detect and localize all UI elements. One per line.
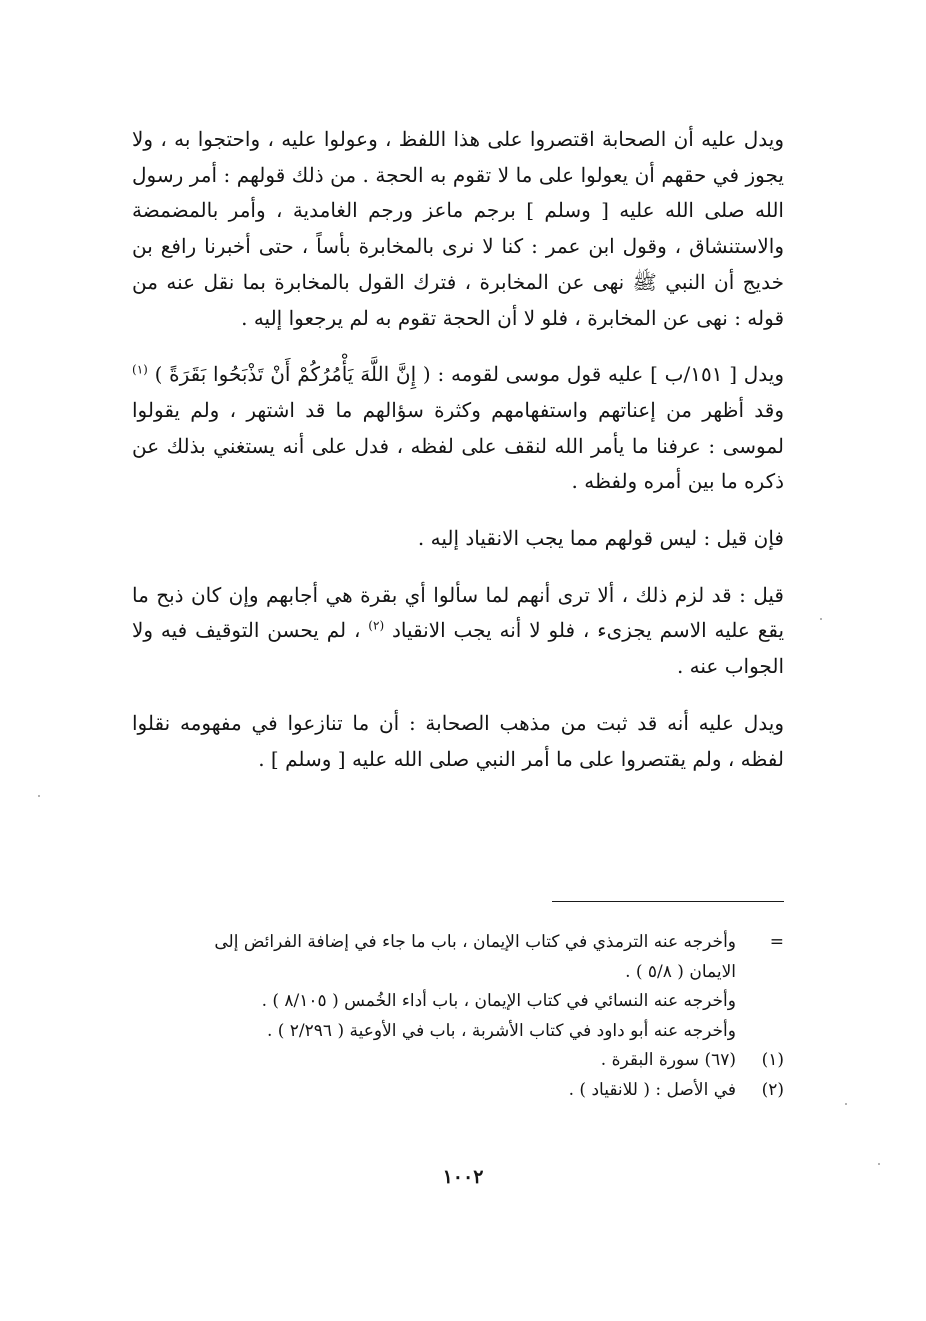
footnote-continued-line: وأخرجه عنه النسائي في كتاب الإيمان ، باب أداء الخُمس ( ٨/١٠٥ ) .	[261, 991, 736, 1011]
paragraph-4-text-start: قيل : قد لزم ذلك ، ألا ترى أنهم لما سألوا أي بقرة هي أجابهم وإن كان ذبح ما يقع عليه الاسم يجزىء ، فلو لا أنه يجب الانقياد	[132, 582, 785, 643]
footnote-separator	[552, 901, 784, 902]
footnote-number: (٢)	[761, 1079, 784, 1100]
footnote-1	[132, 1046, 784, 1076]
paragraph-4-text-end: ، لم يحسن التوقيف فيه ولا الجواب عنه .	[132, 618, 784, 679]
footnote-ref-2[interactable]: (٢)	[368, 618, 385, 633]
main-text	[132, 122, 784, 777]
continuation-mark: =	[769, 932, 784, 952]
paragraph-1	[132, 122, 784, 336]
paragraph-5	[132, 706, 784, 777]
paragraph-3	[132, 521, 784, 557]
paragraph-1-text: ويدل عليه أن الصحابة اقتصروا على هذا اللفظ ، وعولوا عليه ، واحتجوا به ، ولا يجوز في حقهم أن يعولوا على ما لا تقوم به الحجة . من ذلك قولهم : أمر رسول الله صلى الله عليه [ وسلم ] برجم ماعز ورجم الغامدية ، وأمر بالمضمضة والاستنشاق ، وقول ابن عمر : كنا لا نرى بالمخابرة بأساً ، حتى أخبرنا رافع بن خديج أن النبي ﷺ نهى عن المخابرة ، فترك القول بالمخابرة بما نقل عنه من قوله : نهى عن المخابرة ، فلو لا أن الحجة تقوم به لم يرجعوا إليه .	[132, 127, 784, 330]
paragraph-3-text: فإن قيل : ليس قولهم مما يجب الانقياد إليه .	[417, 526, 784, 551]
page-number: ١٠٠٢	[442, 1166, 484, 1188]
scan-speck	[820, 618, 822, 620]
paragraph-4	[132, 578, 784, 685]
paragraph-2-text-end: وقد أظهر من إعناتهم واستفهامهم وكثرة سؤالهم ما قد اشتهر ، ولم يقولوا لموسى : عرفنا ما يأمر الله لنقف على لفظه ، فدل على أنه يستغني بذلك عن ذكره ما بين أمره ولفظه .	[132, 397, 784, 494]
footnote-continued-line: وأخرجه عنه أبو داود في كتاب الأشربة ، باب في الأوعية ( ٢/٢٩٦ ) .	[266, 1020, 736, 1041]
footnote-ref-1[interactable]: (١)	[132, 362, 148, 377]
footnotes	[132, 928, 784, 1105]
scan-speck	[38, 795, 40, 797]
paragraph-2-text-start: ويدل [ ١٥١/ب ] عليه قول موسى لقومه : ( إِنَّ اللَّهَ يَأْمُرُكُمْ أَنْ تَذْبَحُوا بَقَرَةً )	[154, 362, 784, 387]
footnote-2	[132, 1076, 784, 1106]
footnote-continued-line: = وأخرجه عنه الترمذي في كتاب الإيمان ، باب ما جاء في إضافة الفرائض إلى	[132, 928, 784, 958]
paragraph-5-text: ويدل عليه أنه قد ثبت من مذهب الصحابة : أن ما تنازعوا في مفهومه نقلوا لفظه ، ولم يقتصروا على ما أمر النبي صلى الله عليه [ وسلم ] .	[132, 710, 784, 771]
paragraph-2	[132, 357, 784, 500]
scan-speck	[878, 1163, 880, 1165]
footnote-text: في الأصل : ( للانقياد ) .	[568, 1079, 736, 1100]
footnote-continued-line: الايمان ( ٥/٨ ) .	[625, 961, 736, 982]
footnote-text: (٦٧) سورة البقرة .	[600, 1050, 736, 1070]
footnote-number: (١)	[761, 1050, 784, 1070]
scan-speck	[845, 1103, 847, 1105]
